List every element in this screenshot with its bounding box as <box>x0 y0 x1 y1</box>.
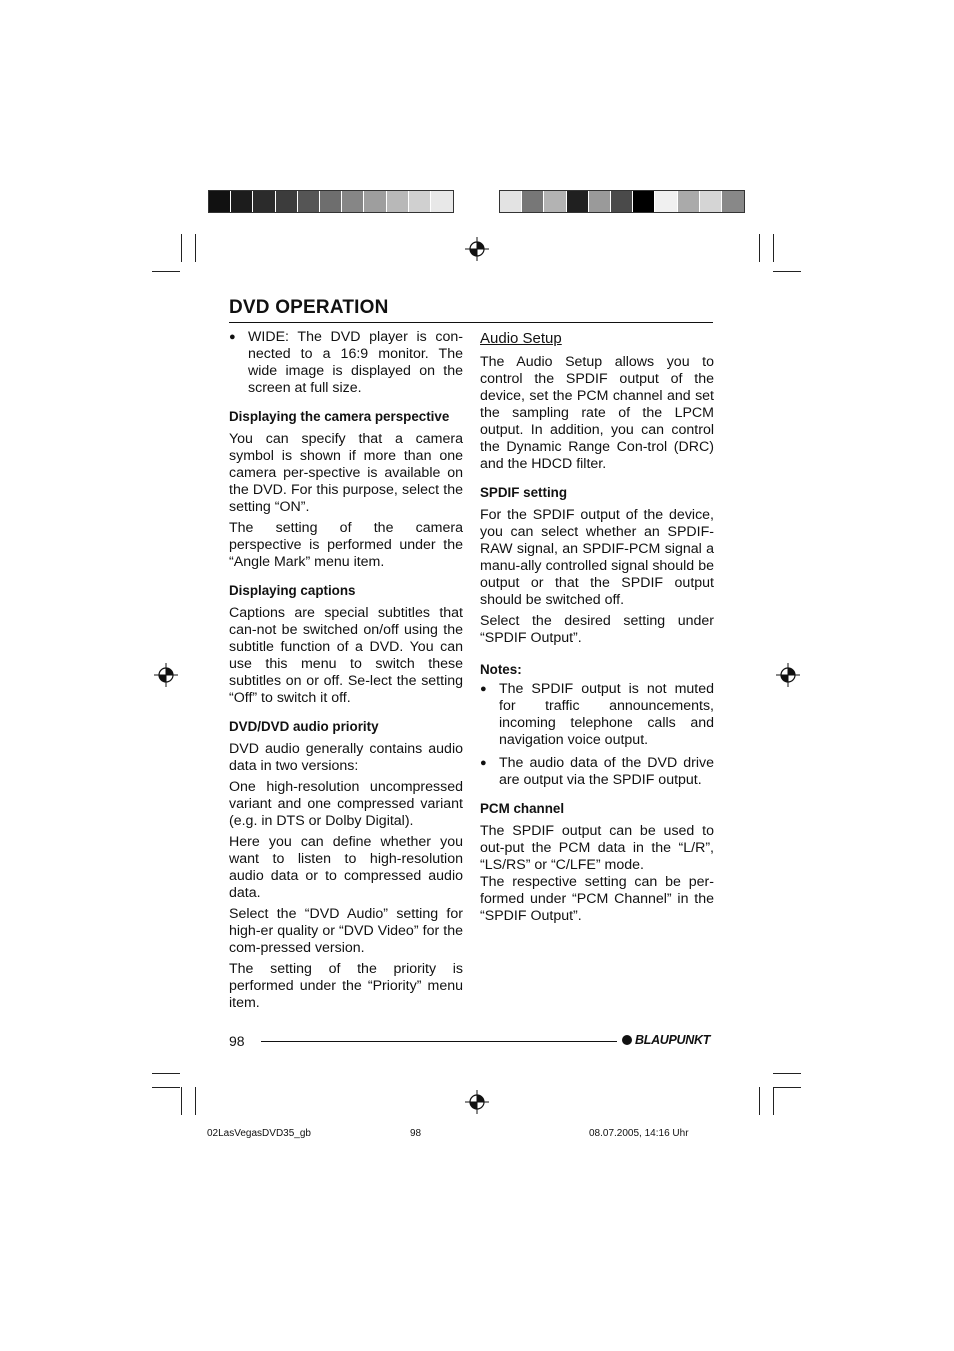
color-swatch <box>722 191 744 212</box>
color-swatch <box>342 191 364 212</box>
paragraph: The Audio Setup allows you to control the SPDIF output of the device, set the PCM channel and set the sampling rate of the LPCM output. In addition, you can control the Dynamic Range Con-trol (DRC) and the HDCD filter. <box>480 354 714 472</box>
color-bar-right <box>499 190 745 213</box>
crop-mark <box>152 271 180 272</box>
crop-mark <box>773 1073 801 1074</box>
color-swatch <box>298 191 320 212</box>
color-swatch <box>522 191 544 212</box>
registration-mark-icon <box>465 1090 489 1114</box>
page-number: 98 <box>229 1033 245 1049</box>
paragraph: The setting of the priority is performed under the “Priority” menu item. <box>229 961 463 1011</box>
crop-mark <box>759 234 760 262</box>
registration-mark-icon <box>465 237 489 261</box>
heading-audio-priority: DVD/DVD audio priority <box>229 719 379 734</box>
heading-captions: Displaying captions <box>229 583 356 598</box>
heading-notes: Notes: <box>480 662 522 677</box>
registration-mark-icon <box>154 663 178 687</box>
page-title: DVD OPERATION <box>229 297 713 323</box>
brand-logo <box>622 1033 710 1047</box>
crop-mark <box>195 234 196 262</box>
paragraph: Select the “DVD Audio” setting for high-er quality or “DVD Video” for the com-pressed version. <box>229 906 463 956</box>
print-date: 08.07.2005, 14:16 Uhr <box>589 1128 689 1139</box>
crop-mark <box>152 1073 180 1074</box>
paragraph: You can specify that a camera symbol is shown if more than one camera per-spective is available on the DVD. For this purpose, select the setting “ON”. <box>229 431 463 515</box>
heading-pcm-channel: PCM channel <box>480 801 565 816</box>
crop-mark <box>759 1087 760 1115</box>
crop-mark <box>181 1087 182 1115</box>
brand-dot-icon <box>622 1035 632 1045</box>
left-column <box>229 329 463 1016</box>
bullet-wide: ● WIDE: The DVD player is con-nected to a 16:9 monitor. The wide image is displayed on the screen at full size. <box>229 329 463 397</box>
heading-audio-setup: Audio Setup <box>480 330 562 347</box>
color-swatch <box>589 191 611 212</box>
note-item: ● The SPDIF output is not muted for traffic announcements, incoming telephone calls and navigation voice output. <box>480 681 714 749</box>
registration-mark-icon <box>776 663 800 687</box>
crop-mark <box>181 234 182 262</box>
paragraph: Here you can define whether you want to listen to high-resolution audio data or to compressed audio data. <box>229 834 463 901</box>
brand-name: BLAUPUNKT <box>635 1033 711 1047</box>
color-swatch <box>387 191 409 212</box>
color-swatch <box>633 191 655 212</box>
color-swatch <box>364 191 386 212</box>
color-swatch <box>655 191 677 212</box>
heading-camera-perspective: Displaying the camera perspective <box>229 409 450 424</box>
print-page-number: 98 <box>410 1128 422 1139</box>
paragraph: The respective setting can be per-formed under “PCM Channel” in the “SPDIF Output”. <box>480 874 714 924</box>
color-swatch <box>320 191 342 212</box>
heading-spdif-setting: SPDIF setting <box>480 485 568 500</box>
color-swatch <box>276 191 298 212</box>
paragraph: The SPDIF output can be used to out-put the PCM data in the “L/R”, “LS/RS” or “C/LFE” mode. <box>480 823 714 873</box>
crop-mark <box>195 1087 196 1115</box>
footer-rule <box>261 1041 617 1042</box>
crop-mark <box>773 1087 774 1115</box>
color-swatch <box>253 191 275 212</box>
color-swatch <box>431 191 453 212</box>
crop-mark <box>773 234 774 262</box>
paragraph: Select the desired setting under “SPDIF Output”. <box>480 613 714 646</box>
print-file-name: 02LasVegasDVD35_gb <box>207 1128 311 1139</box>
color-swatch <box>567 191 589 212</box>
paragraph: For the SPDIF output of the device, you can select whether an SPDIF-RAW signal, an SPDIF-PCM signal a manu-ally controlled signal should be output or that the SPDIF output should be switched off. <box>480 507 714 608</box>
color-swatch <box>700 191 722 212</box>
color-swatch <box>611 191 633 212</box>
note-item: ● The audio data of the DVD drive are output via the SPDIF output. <box>480 755 714 789</box>
paragraph: DVD audio generally contains audio data in two versions: <box>229 741 463 774</box>
color-swatch <box>500 191 522 212</box>
right-column <box>480 329 714 929</box>
color-swatch <box>678 191 700 212</box>
crop-mark <box>773 1087 801 1088</box>
crop-mark <box>152 1087 180 1088</box>
color-swatch <box>409 191 431 212</box>
color-swatch <box>231 191 253 212</box>
color-swatch <box>209 191 231 212</box>
crop-mark <box>773 271 801 272</box>
paragraph: One high-resolution uncompressed variant and one compressed variant (e.g. in DTS or Dolby Digital). <box>229 779 463 829</box>
color-bar-left <box>208 190 454 213</box>
paragraph: The setting of the camera perspective is performed under the “Angle Mark” menu item. <box>229 520 463 570</box>
paragraph: Captions are special subtitles that can-not be switched on/off using the subtitle function of a DVD. You can use this menu to switch these subtitles on or off. Se-lect the setting “Off” to switch it off. <box>229 605 463 706</box>
color-swatch <box>544 191 566 212</box>
